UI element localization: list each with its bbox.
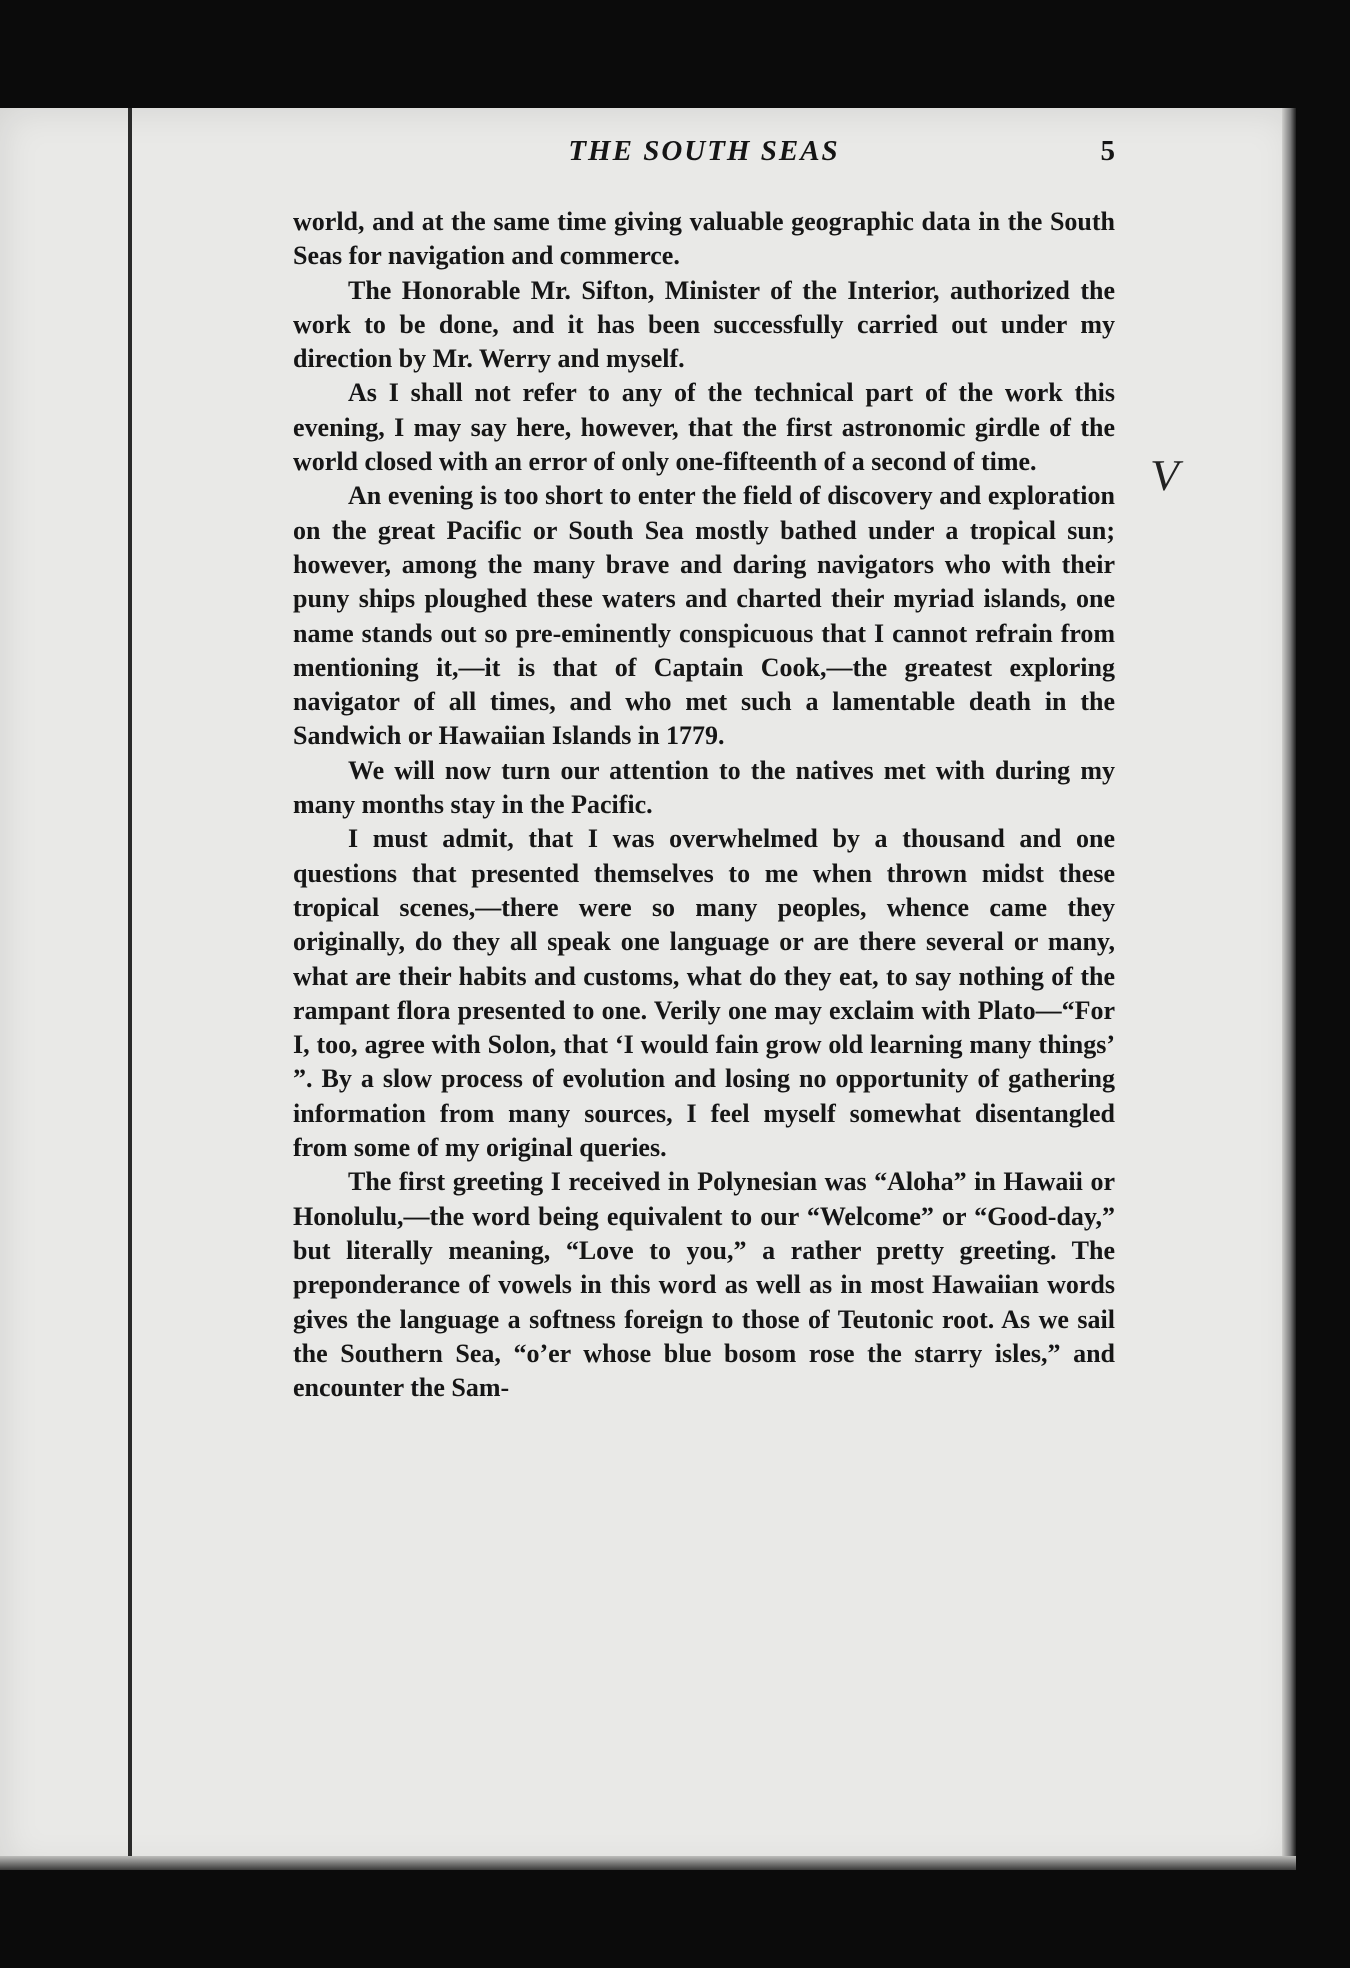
paragraph-continued: world, and at the same time giving valuable geographic data in the South Seas for navigation and commerce. (293, 207, 1115, 271)
paragraph: We will now turn our attention to the natives met with during my many months stay in the Pacific. (293, 755, 1115, 820)
running-head-title: THE SOUTH SEAS (568, 135, 840, 167)
running-head (293, 135, 1115, 175)
paragraph: The Honorable Mr. Sifton, Minister of the Interior, authorized the work to be done, and it has been successfully carried out under my direction by Mr. Werry and myself. (293, 275, 1115, 374)
page-bottom-edge (0, 1856, 1296, 1870)
paragraph: As I shall not refer to any of the technical part of the work this evening, I may say here, however, that the first astronomic girdle of the world closed with an error of only one-fifteenth of a second of time. (293, 378, 1115, 477)
paragraph: I must admit, that I was overwhelmed by a thousand and one questions that presented themselves to me when thrown midst these tropical scenes,—there were so many peoples, whence came they originally, do they all speak one language or are there several or many, what are their habits and customs, what do they eat, to say nothing of the rampant flora presented to one. Verily one may exclaim with Plato—“For I, too, agree with Solon, that ‘I would fain grow old learning many things’ ”. By a slow process of evolution and losing no opportunity of gathering information from many sources, I feel myself somewhat disentangled from some of my original queries. (293, 824, 1115, 1163)
page-edge-shadow (1282, 108, 1296, 1870)
page-body-text (293, 205, 1115, 1405)
paragraph: The first greeting I received in Polynesian was “Aloha” in Hawaii or Honolulu,—the word being equivalent to our “Welcome” or “Good-day,” but literally meaning, “Love to you,” a rather pretty greeting. The preponderance of vowels in this word as well as in most Hawaiian words gives the language a softness foreign to those of Teutonic root. As we sail the Southern Sea, “o’er whose blue bosom rose the starry isles,” and encounter the Sam- (293, 1167, 1115, 1403)
binding-edge (128, 108, 132, 1870)
page-number: 5 (1100, 135, 1115, 167)
paragraph: An evening is too short to enter the field of discovery and exploration on the great Pacific or South Sea mostly bathed under a tropical sun; however, among the many brave and daring navigators who with their puny ships ploughed these waters and charted their myriad islands, one name stands out so pre-eminently conspicuous that I cannot refrain from mentioning it,—it is that of Captain Cook,—the greatest exploring navigator of all times, and who met such a lamentable death in the Sandwich or Hawaiian Islands in 1779. (293, 481, 1115, 751)
handwritten-check-mark: V (1146, 451, 1186, 500)
